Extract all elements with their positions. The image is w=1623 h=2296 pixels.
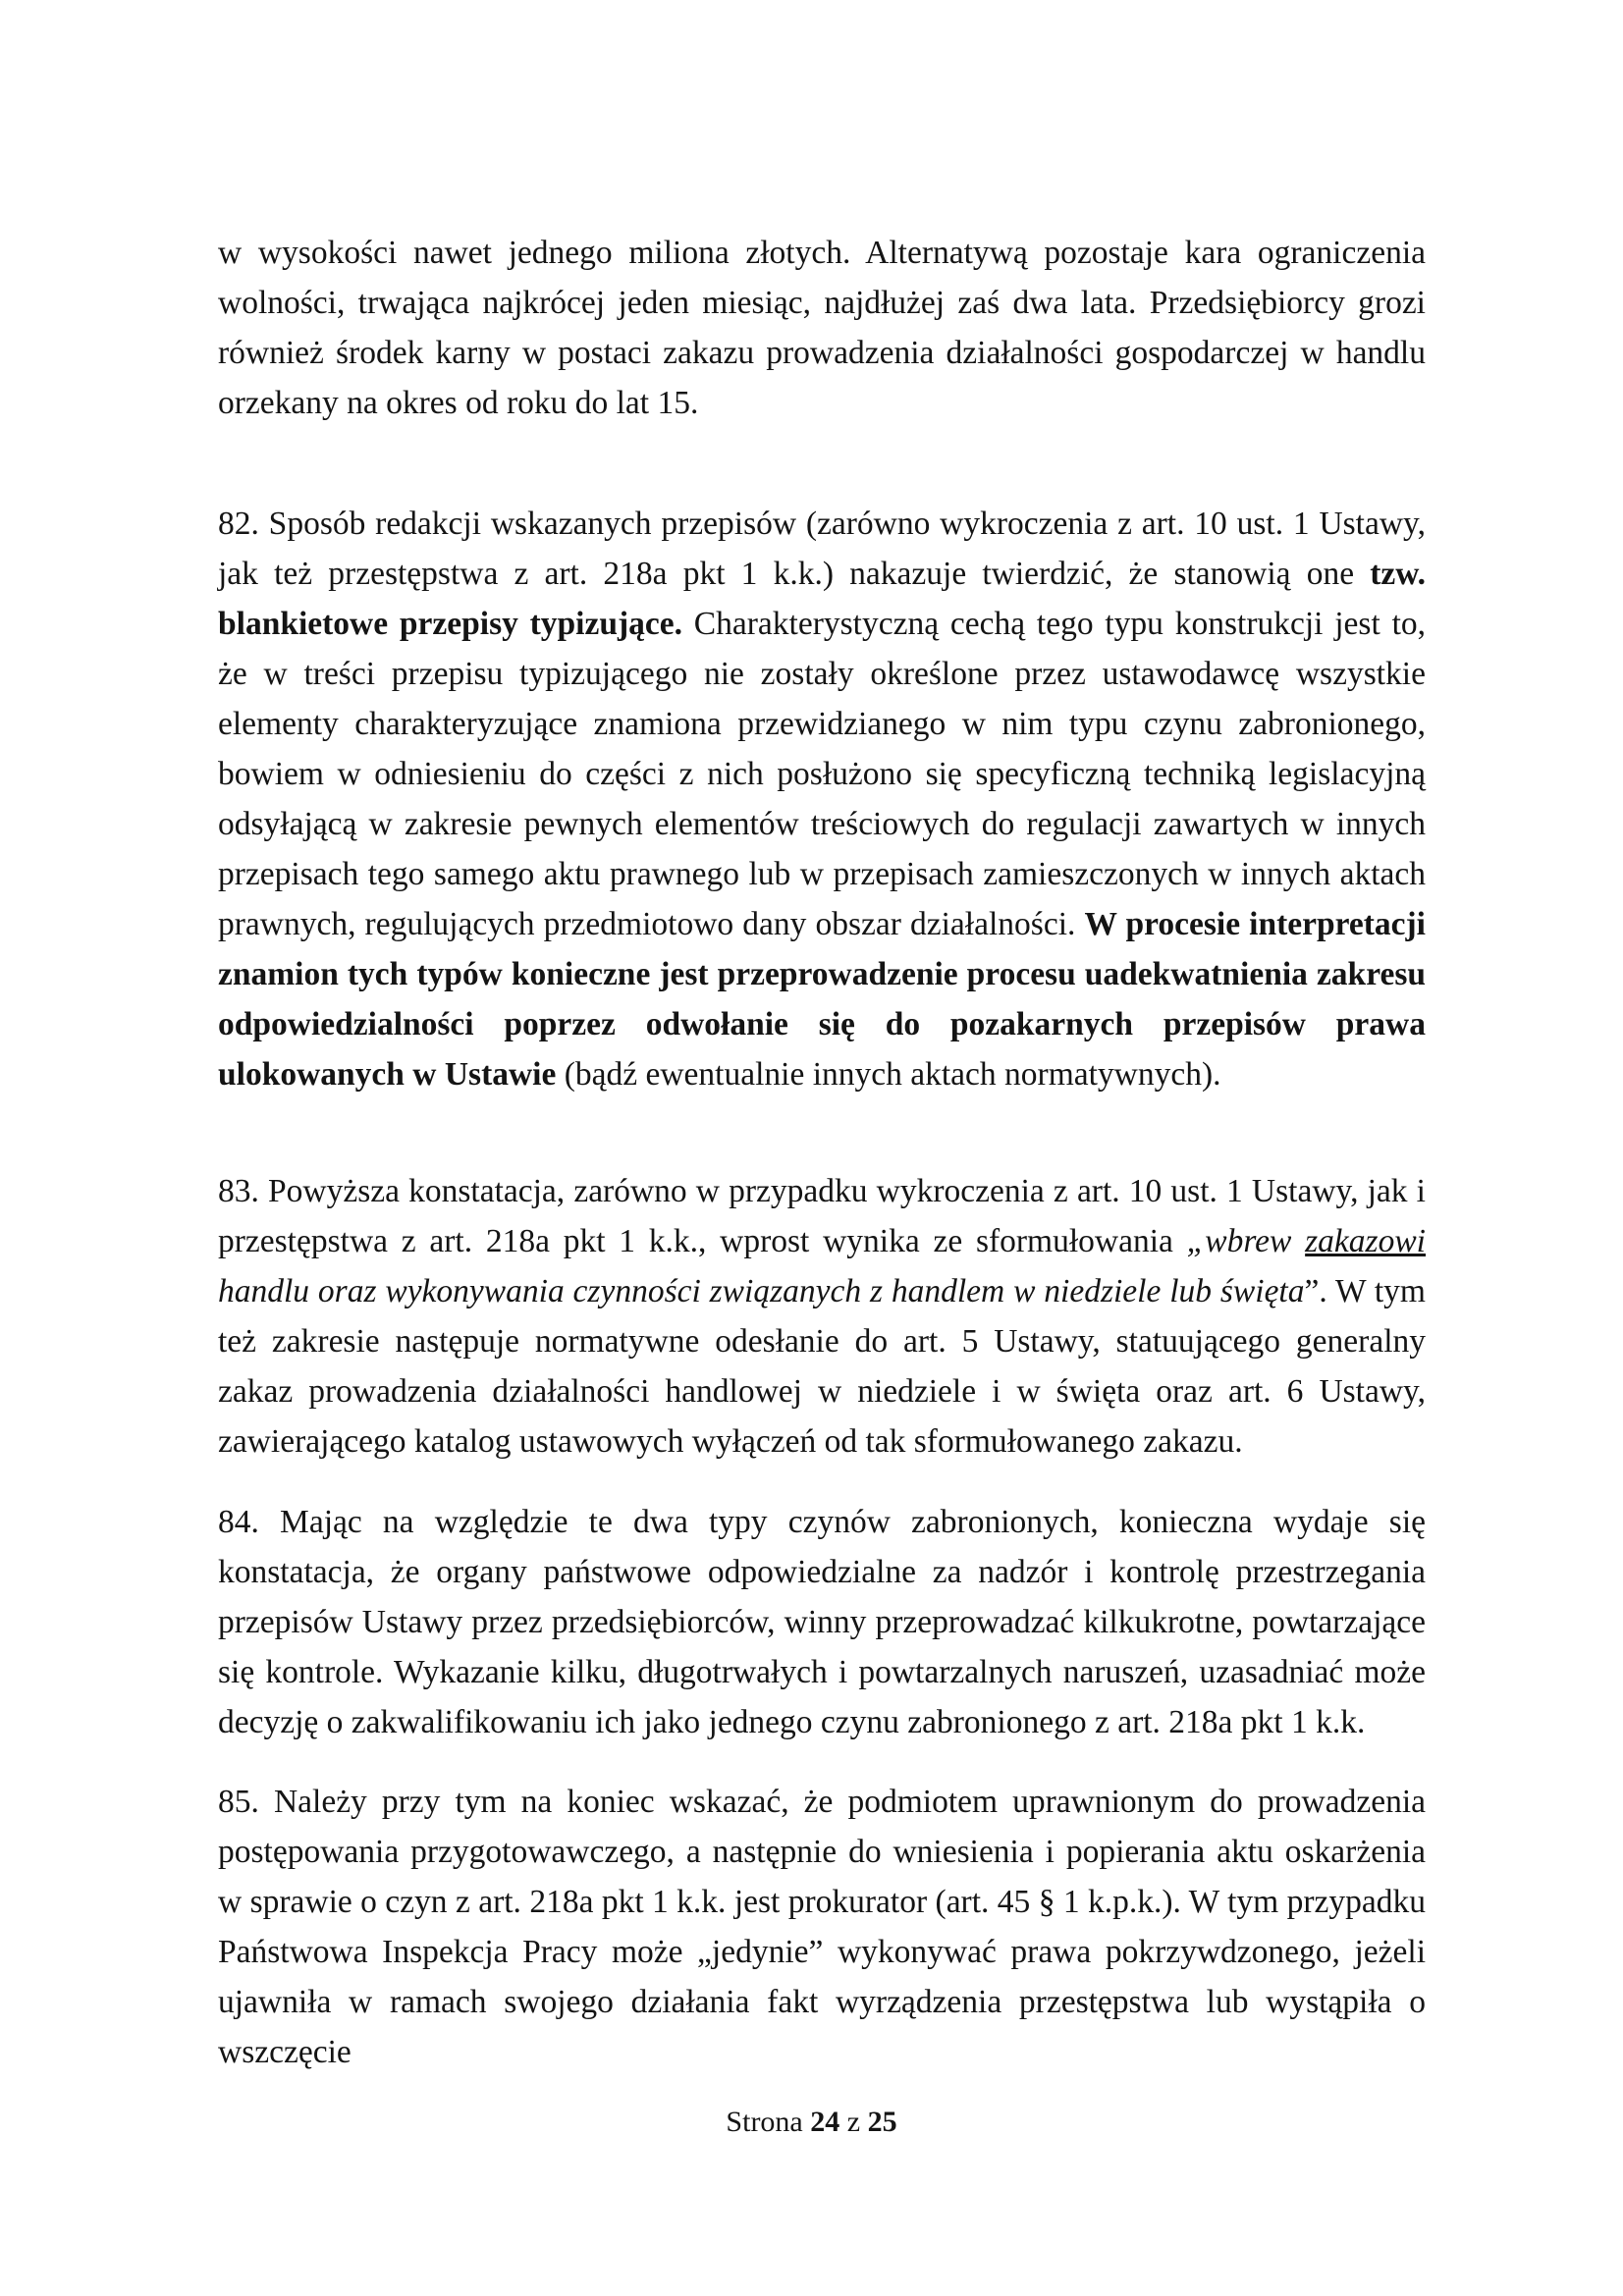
bold-phrase: tzw. blankietowe przepisy typizujące. xyxy=(218,555,1426,642)
paragraph-number: 82. xyxy=(218,505,259,542)
page-footer xyxy=(0,2103,1623,2142)
intro-text: w wysokości nawet jednego miliona złotych. Alternatywą pozostaje kara ograniczenia wolności, trwająca najkrócej jeden miesiąc, najdłużej zaś dwa lata. Przedsiębiorcy grozi również środek karny w postaci zakazu prowadzenia działalności gospodarczej w handlu orzekany na okres od roku do lat 15. xyxy=(218,235,1426,421)
bold-phrase: W procesie interpretacji znamion tych typów konieczne jest przeprowadzenie procesu uadekwatnienia zakresu odpowiedzialności poprzez odwołanie się do pozakarnych przepisów prawa ulokowanych w Ustawie xyxy=(218,905,1426,1093)
paragraph-82: 82. Sposób redakcji wskazanych przepisów (zarówno wykroczenia z art. 10 ust. 1 Ustawy, jak też przestępstwa z art. 218a pkt 1 k.k.) nakazuje twierdzić, że stanowią one tzw. blankietowe przepisy typizujące. Charakterystyczną cechą tego typu konstrukcji jest to, że w treści przepisu typizującego nie zostały określone przez ustawodawcę wszystkie elementy charakteryzujące znamiona przewidzianego w nim typu czynu zabronionego, bowiem w odniesieniu do części z nich posłużono się specyficzną techniką legislacyjną odsyłającą w zakresie pewnych elementów treściowych do regulacji zawartych w innych przepisach tego samego aktu prawnego lub w przepisach zamieszczonych w innych aktach prawnych, regulujących przedmiotowo dany obszar działalności. W procesie interpretacji znamion tych typów konieczne jest przeprowadzenie procesu uadekwatnienia zakresu odpowiedzialności poprzez odwołanie się do pozakarnych przepisów prawa ulokowanych w Ustawie (bądź ewentualnie innych aktach normatywnych). xyxy=(218,505,1426,1093)
italic-quote: „wbrew xyxy=(1186,1222,1306,1259)
total-pages-number: 25 xyxy=(867,2106,897,2138)
paragraph-number: 85. xyxy=(218,1783,259,1820)
footer-middle: z xyxy=(839,2106,868,2138)
paragraph-84: 84. Mając na względzie te dwa typy czynów zabronionych, konieczna wydaje się konstatacja, że organy państwowe odpowiedzialne za nadzór i kontrolę przestrzegania przepisów Ustawy przez przedsiębiorców, winny przeprowadzać kilkukrotne, powtarzające się kontrole. Wykazanie kilku, długotrwałych i powtarzalnych naruszeń, uzasadniać może decyzję o zakwalifikowaniu ich jako jednego czynu zabronionego z art. 218a pkt 1 k.k. xyxy=(218,1503,1426,1740)
paragraph-85: 85. Należy przy tym na koniec wskazać, że podmiotem uprawnionym do prowadzenia postępowania przygotowawczego, a następnie do wniesienia i popierania aktu oskarżenia w sprawie o czyn z art. 218a pkt 1 k.k. jest prokurator (art. 45 § 1 k.p.k.). W tym przypadku Państwowa Inspekcja Pracy może „jedynie” wykonywać prawa pokrzywdzonego, jeżeli ujawniła w ramach swojego działania fakt wyrządzenia przestępstwa lub wystąpiła o wszczęcie xyxy=(218,1783,1426,2070)
intro-paragraph xyxy=(218,228,1426,428)
footer-prefix: Strona xyxy=(726,2106,811,2138)
current-page-number: 24 xyxy=(810,2106,840,2138)
paragraph-83: 83. Powyższa konstatacja, zarówno w przypadku wykroczenia z art. 10 ust. 1 Ustawy, jak i przestępstwa z art. 218a pkt 1 k.k., wprost wynika ze sformułowania „wbrew zakazowi handlu oraz wykonywania czynności związanych z handlem w niedziele lub święta”. W tym też zakresie następuje normatywne odesłanie do art. 5 Ustawy, statuującego generalny zakaz prowadzenia działalności handlowej w niedziele i w święta oraz art. 6 Ustawy, zawierającego katalog ustawowych wyłączeń od tak sformułowanego zakazu. xyxy=(218,1172,1426,1460)
paragraph-number: 84. xyxy=(218,1503,259,1540)
paragraph-number: 83. xyxy=(218,1172,259,1209)
underlined-word: zakazowi xyxy=(1305,1222,1426,1259)
italic-quote: handlu oraz wykonywania czynności związanych z handlem w niedziele lub święta xyxy=(218,1272,1305,1309)
